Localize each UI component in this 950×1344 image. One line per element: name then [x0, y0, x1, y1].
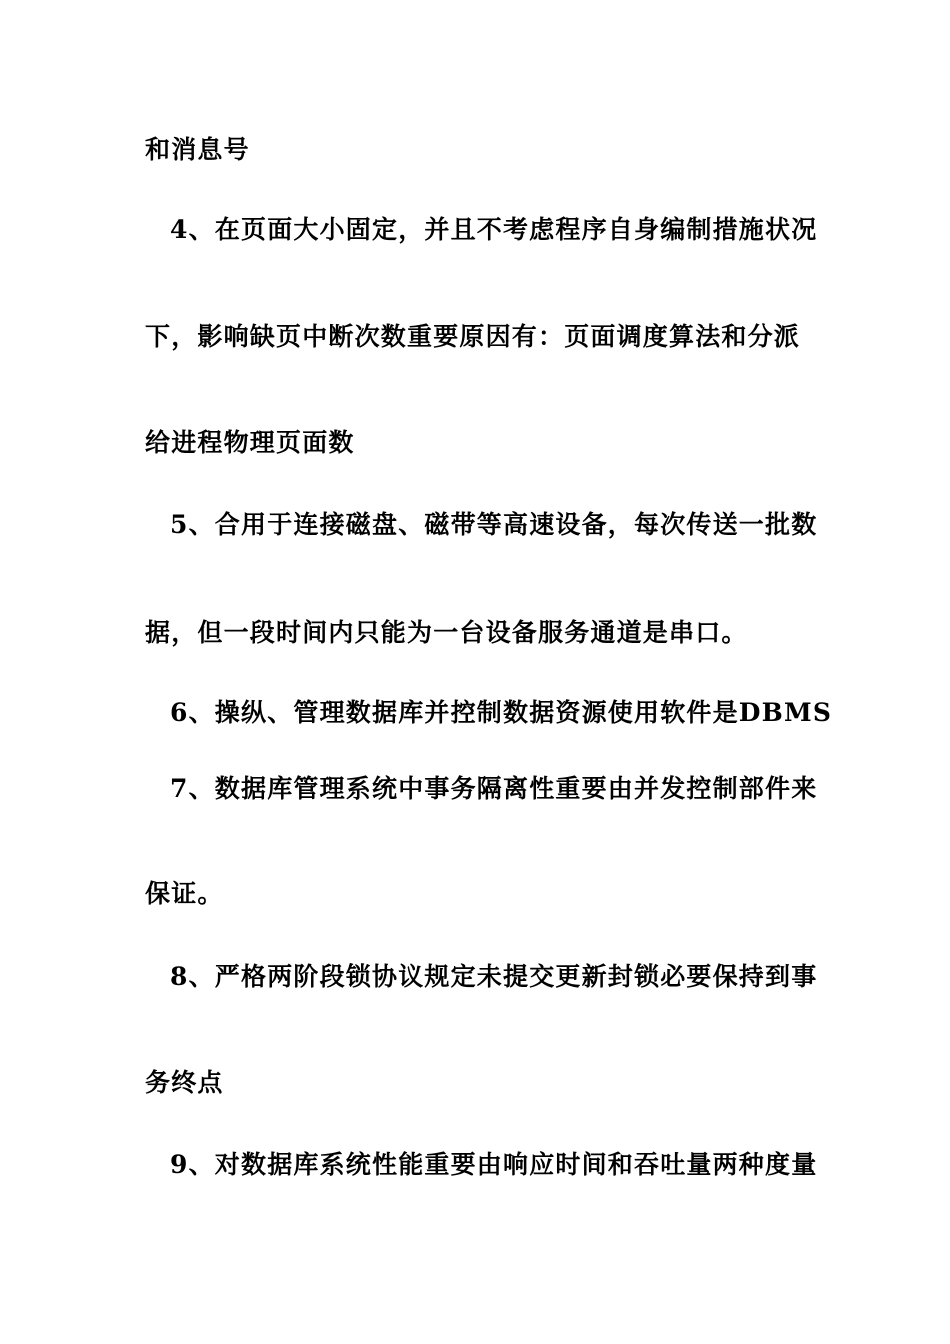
text-line-6: 据，但一段时间内只能为一台设备服务通道是串口。 [145, 618, 748, 647]
text-line-10: 8、严格两阶段锁协议规定未提交更新封锁必要保持到事 [170, 962, 818, 991]
text-line-7: 6、操纵、管理数据库并控制数据资源使用软件是DBMS [170, 698, 833, 727]
text-line-4: 给进程物理页面数 [145, 428, 355, 457]
text-line-9: 保证。 [145, 879, 224, 908]
text-line-2: 4、在页面大小固定，并且不考虑程序自身编制措施状况 [170, 215, 818, 244]
text-line-3: 下，影响缺页中断次数重要原因有：页面调度算法和分派 [145, 322, 801, 351]
text-line-8: 7、数据库管理系统中事务隔离性重要由并发控制部件来 [170, 774, 818, 803]
text-line-1: 和消息号 [145, 135, 250, 164]
text-line-11: 务终点 [145, 1068, 224, 1097]
text-line-12: 9、对数据库系统性能重要由响应时间和吞吐量两种度量 [170, 1150, 818, 1179]
text-line-5: 5、合用于连接磁盘、磁带等高速设备，每次传送一批数 [170, 510, 818, 539]
